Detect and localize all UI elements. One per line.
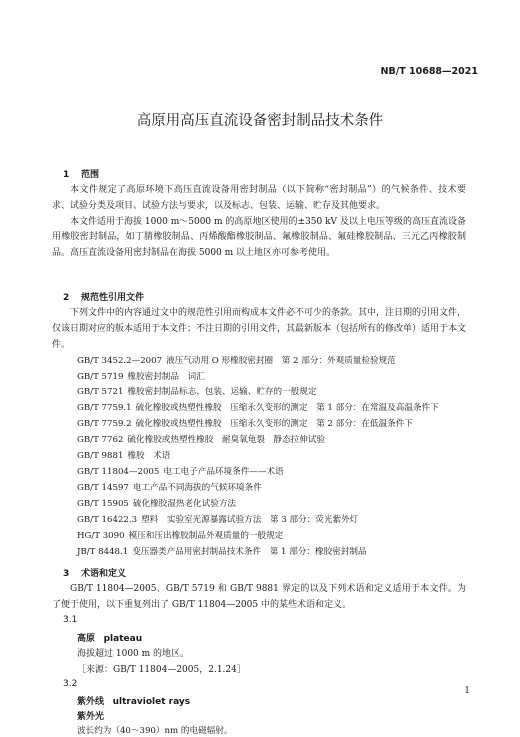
paragraph: GB/T 11804—2005、GB/T 5719 和 GB/T 9881 界定的以及下列术语和定义适用于本文件。为了便于使用，以下重复列出了 GB/T 11804—2005 中的某些术语和定义。	[52, 584, 466, 610]
section-2-intro	[52, 306, 466, 353]
reference-code: GB/T 16422.3	[77, 515, 138, 525]
reference-title: 橡胶密封制品 词汇	[127, 372, 205, 382]
term-definition: 波长约为（40～390）nm 的电磁辐射。	[77, 726, 233, 736]
reference-item	[77, 513, 358, 525]
reference-title: 变压器类产品用密封制品技术条件 第 1 部分：橡胶密封制品	[132, 547, 367, 557]
section-title: 术语和定义	[81, 569, 127, 579]
section-3-heading	[63, 566, 126, 579]
section-1-body	[52, 183, 466, 262]
reference-item	[77, 401, 439, 413]
term-cn: 紫外线	[77, 697, 105, 707]
reference-item	[77, 497, 236, 509]
reference-item	[77, 449, 170, 461]
term-source: ［来源：GB/T 11804—2005，2.1.24］	[77, 665, 246, 675]
reference-code: GB/T 5719	[77, 372, 124, 382]
reference-title: 电工产品不同海拔的气候环境条件	[132, 483, 262, 493]
section-number: 3	[63, 569, 70, 579]
reference-code: GB/T 11804—2005	[77, 467, 160, 477]
reference-code: GB/T 5721	[77, 387, 124, 397]
term-heading	[77, 631, 142, 644]
reference-title: 液压气动用 O 形橡胶密封圈 第 2 部分：外观质量检验规范	[166, 356, 396, 366]
reference-title: 橡胶密封制品标志、包装、运输、贮存的一般规定	[127, 387, 317, 397]
reference-code: GB/T 9881	[77, 451, 124, 461]
reference-code: JB/T 8448.1	[77, 547, 129, 557]
reference-title: 硫化橡胶湿热老化试验方法	[132, 499, 237, 509]
reference-code: GB/T 14597	[77, 483, 129, 493]
term-heading	[77, 694, 190, 707]
reference-code: GB/T 7762	[77, 435, 124, 445]
term-definition: 海拔超过 1000 m 的地区。	[77, 649, 190, 659]
reference-title: 硫化橡胶或热塑性橡胶 压缩永久变形的测定 第 1 部分：在常温及高温条件下	[135, 403, 439, 413]
term-en: plateau	[103, 634, 143, 644]
reference-code: GB/T 3452.2—2007	[77, 356, 163, 366]
reference-code: GB/T 15905	[77, 499, 129, 509]
reference-item	[77, 370, 205, 382]
term-cn: 高原	[77, 634, 96, 644]
term-number: 3.1	[63, 615, 78, 625]
paragraph: 下列文件中的内容通过文中的规范性引用而构成本文件必不可少的条款。其中，注日期的引用文件，仅该日期对应的版本适用于本文件；不注日期的引用文件，其最新版本（包括所有的修改单）适用于本文件。	[52, 308, 467, 350]
section-title: 规范性引用文件	[81, 293, 145, 303]
paragraph: 本文件规定了高原环境下高压直流设备用密封制品（以下简称“密封制品”）的气候条件、技术要求、试验分类及项目、试验方法与要求，以及标志、包装、运输、贮存及其他要求。	[52, 185, 466, 211]
reference-item	[77, 354, 396, 366]
reference-title: 橡胶 术语	[127, 451, 171, 461]
section-number: 1	[63, 170, 70, 180]
reference-item	[77, 385, 317, 397]
standard-number: NB/T 10688—2021	[380, 66, 478, 77]
section-3-intro	[52, 582, 466, 614]
section-title: 范围	[81, 170, 100, 180]
reference-item	[77, 465, 284, 477]
reference-title: 电工电子产品环境条件——术语	[163, 467, 284, 477]
reference-title: 硫化橡胶或热塑性橡胶 耐臭氧龟裂 静态拉伸试验	[127, 435, 326, 445]
reference-title: 塑料 实验室光源暴露试验方法 第 3 部分：荧光紫外灯	[141, 515, 359, 525]
reference-item	[77, 529, 283, 541]
reference-title: 硫化橡胶或热塑性橡胶 压缩永久变形的测定 第 2 部分：在低温条件下	[135, 419, 413, 429]
paragraph: 本文件适用于海拔 1000 m～5000 m 的高原地区使用的±350 kV 及以上电压等级的高压直流设备用橡胶密封制品，如丁腈橡胶制品、丙烯酸酯橡胶制品、氟橡胶制品、氟硅橡胶制品、三元乙丙橡胶制品。高压直流设备用密封制品在海拔 5000 m 以上地区亦可参考使用。	[52, 216, 466, 259]
reference-code: GB/T 7759.2	[77, 419, 132, 429]
reference-item	[77, 545, 367, 557]
term-alt-name: 紫外光	[77, 712, 105, 722]
term-number: 3.2	[63, 679, 78, 689]
reference-code: HG/T 3090	[77, 531, 125, 541]
section-number: 2	[63, 293, 70, 303]
reference-code: GB/T 7759.1	[77, 403, 132, 413]
reference-item	[77, 481, 262, 493]
document-title: 高原用高压直流设备密封制品技术条件	[136, 113, 384, 129]
reference-title: 模压和压出橡胶制品外观质量的一般规定	[128, 531, 284, 541]
section-1-heading	[63, 167, 99, 180]
section-2-heading	[63, 290, 144, 303]
reference-item	[77, 433, 325, 445]
page-number: 1	[464, 686, 470, 696]
term-en: ultraviolet rays	[112, 697, 191, 707]
reference-item	[77, 417, 413, 429]
